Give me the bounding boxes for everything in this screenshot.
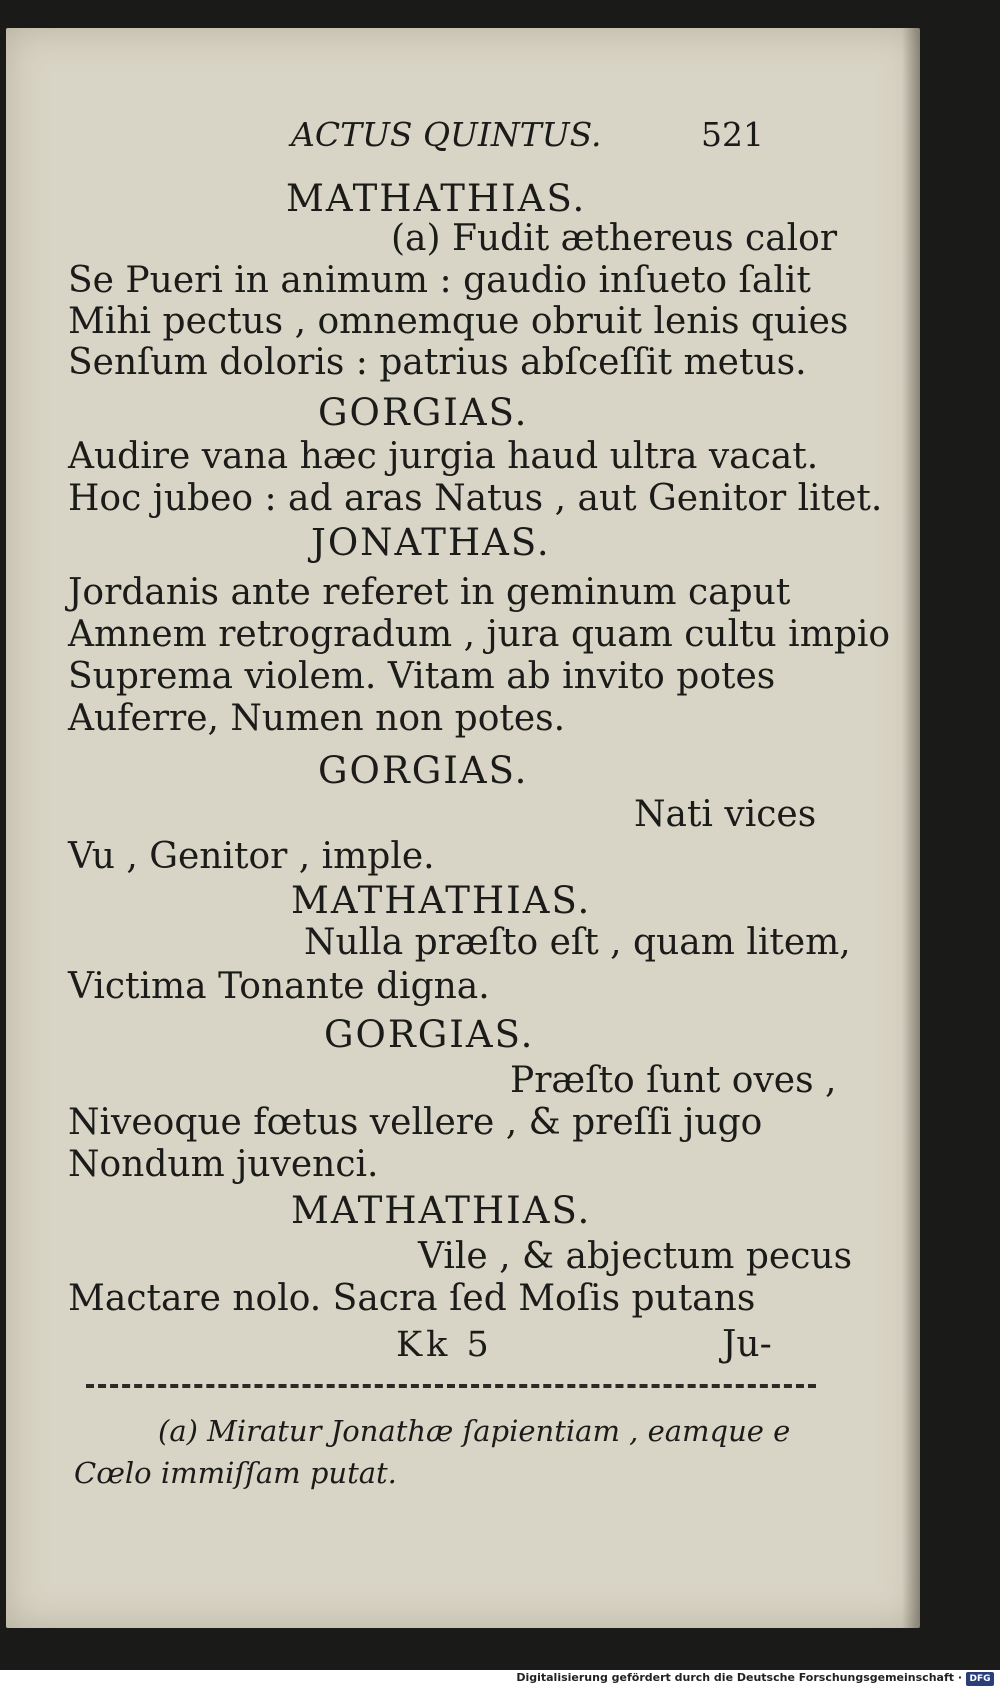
verse-line: Victima Tonante digna. [68, 966, 490, 1007]
verse-line: Auferre, Numen non potes. [68, 698, 566, 739]
verse-line: Se Pueri in animum : gaudio inſueto ſalit [68, 260, 811, 301]
verse-line: Audire vana hæc jurgia haud ultra vacat. [68, 436, 819, 477]
speaker-heading: JONATHAS. [311, 521, 551, 564]
verse-line: Mihi pectus , omnemque obruit lenis quies [68, 301, 849, 342]
credit-bar [0, 1670, 1000, 1690]
catchword: Ju- [722, 1324, 772, 1365]
running-header: ACTUS QUINTUS. [291, 115, 602, 154]
footnote-line: Cœlo immiſſam putat. [74, 1456, 397, 1490]
verse-line: Vu , Genitor , imple. [68, 836, 435, 877]
verse-line: Præſto ſunt oves , [510, 1060, 837, 1101]
verse-line: Jordanis ante referet in geminum caput [68, 572, 791, 613]
verse-line: (a) Fudit æthereus calor [391, 218, 838, 259]
verse-line: Amnem retrogradum , jura quam cultu impio [68, 614, 891, 655]
signature-mark: Kk 5 [396, 1325, 493, 1365]
dfg-logo-icon: DFG [966, 1672, 994, 1686]
speaker-heading: MATHATHIAS. [291, 879, 592, 922]
verse-line: Vile , & abjectum pecus [418, 1236, 853, 1277]
speaker-heading: MATHATHIAS. [291, 1189, 592, 1232]
footnote-divider [86, 1384, 816, 1388]
speaker-heading: GORGIAS. [318, 749, 529, 792]
verse-line: Senſum doloris : patrius abſceſſit metus. [68, 342, 807, 383]
book-page [6, 28, 920, 1628]
verse-line: Nati vices [634, 794, 817, 835]
speaker-heading: GORGIAS. [318, 391, 529, 434]
verse-line: Nondum juvenci. [68, 1144, 379, 1185]
verse-line: Niveoque fœtus vellere , & preſſi jugo [68, 1102, 763, 1143]
verse-line: Nulla præſto eſt , quam litem, [304, 922, 851, 963]
footnote-line: (a) Miratur Jonathæ ſapientiam , eamque e [158, 1414, 791, 1448]
verse-line: Hoc jubeo : ad aras Natus , aut Genitor litet. [68, 478, 883, 519]
speaker-heading: GORGIAS. [324, 1013, 535, 1056]
verse-line: Suprema violem. Vitam ab invito potes [68, 656, 776, 697]
page-number: 521 [701, 115, 764, 154]
verse-line: Mactare nolo. Sacra ſed Moſis putans [68, 1278, 756, 1319]
credit-text: Digitalisierung gefördert durch die Deutsche Forschungsgemeinschaft · [516, 1671, 962, 1684]
speaker-heading: MATHATHIAS. [286, 177, 587, 220]
